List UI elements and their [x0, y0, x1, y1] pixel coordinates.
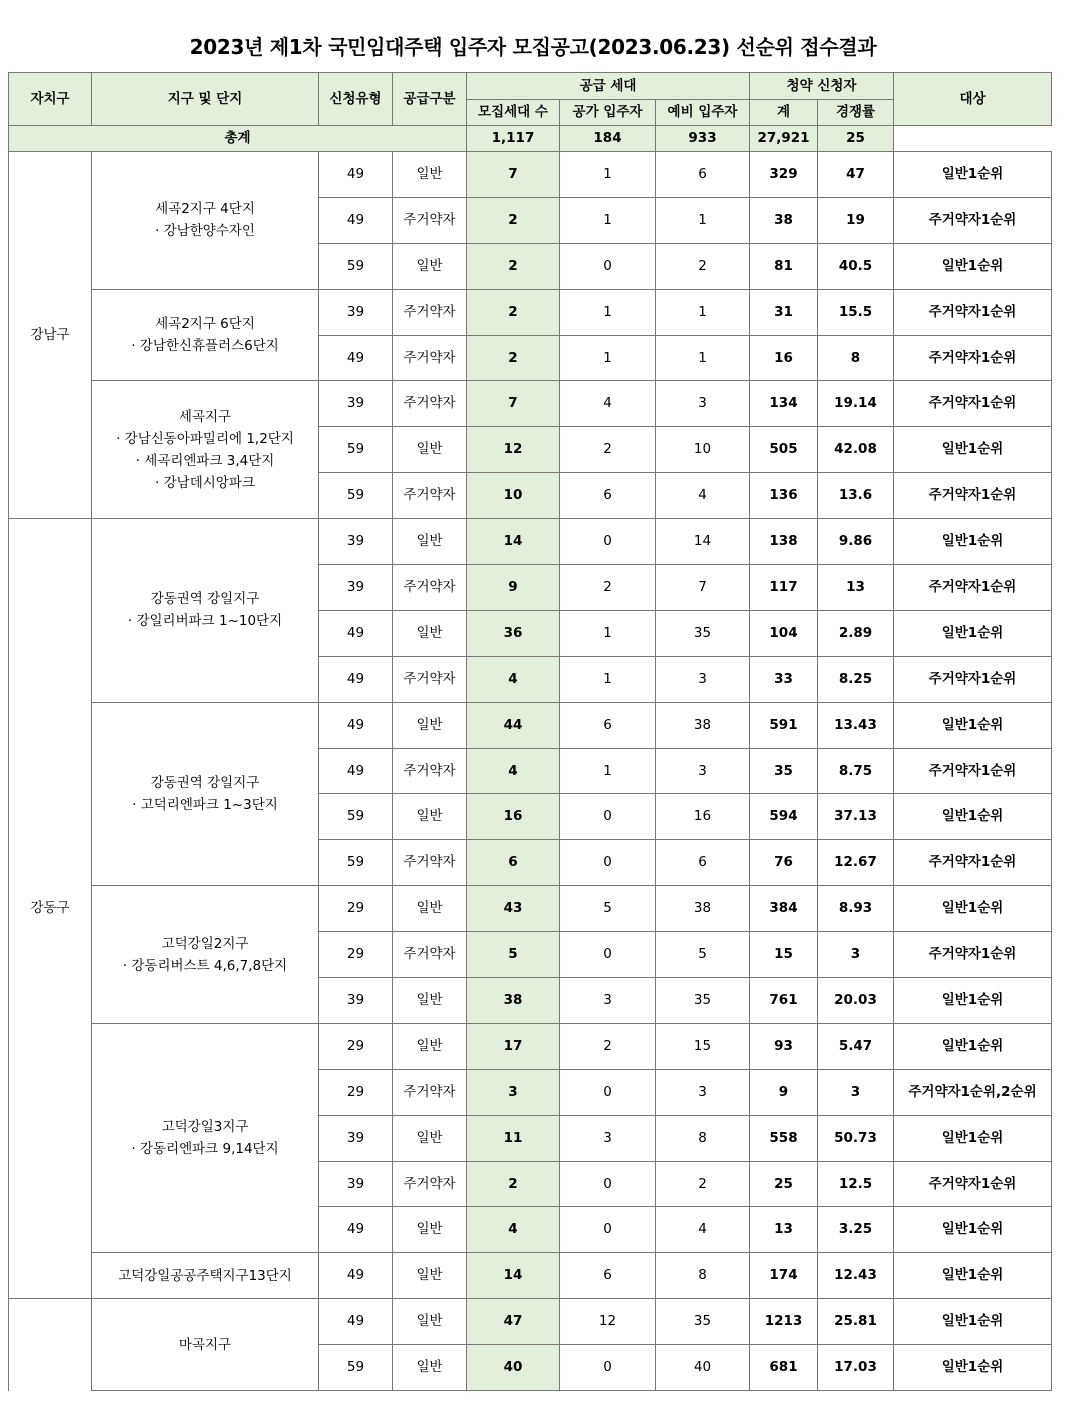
cell-target: 일반1순위: [894, 1253, 1052, 1299]
complex-line: · 강남한양수자인: [155, 223, 255, 240]
cell-reserve: 3: [656, 1069, 750, 1115]
cell-rate: 5.47: [818, 1023, 894, 1069]
cell-reserve: 3: [656, 748, 750, 794]
cell-rate: 13.43: [818, 702, 894, 748]
header-rate: 경쟁률: [818, 100, 894, 126]
cell-rate: 8.93: [818, 886, 894, 932]
cell-category: 주거약자: [393, 840, 467, 886]
page-title: 2023년 제1차 국민임대주택 입주자 모집공고(2023.06.23) 선순위 접수결과: [189, 35, 877, 59]
cell-rate: 12.67: [818, 840, 894, 886]
cell-vacant: 6: [560, 473, 656, 519]
cell-category: 일반: [393, 1253, 467, 1299]
cell-reserve: 35: [656, 978, 750, 1024]
cell-reserve: 38: [656, 886, 750, 932]
cell-target: 주거약자1순위: [894, 1161, 1052, 1207]
cell-reserve: 40: [656, 1345, 750, 1391]
cell-type: 49: [319, 197, 393, 243]
cell-type: 39: [319, 289, 393, 335]
cell-rate: 2.89: [818, 610, 894, 656]
cell-target: 주거약자1순위: [894, 197, 1052, 243]
header-applicants: 청약 신청자: [750, 73, 894, 100]
cell-category: 주거약자: [393, 197, 467, 243]
table-row: [9, 152, 1052, 198]
cell-target: 주거약자1순위: [894, 840, 1052, 886]
cell-reserve: 1: [656, 289, 750, 335]
cell-category: 일반: [393, 1115, 467, 1161]
cell-reserve: 8: [656, 1253, 750, 1299]
summary-rate: 25: [818, 126, 894, 152]
cell-rate: 3: [818, 932, 894, 978]
cell-target: 주거약자1순위: [894, 932, 1052, 978]
cell-recruit: 2: [467, 289, 560, 335]
cell-target: 주거약자1순위: [894, 381, 1052, 427]
header-vacant: 공가 입주자: [560, 100, 656, 126]
header-recruit: 모집세대 수: [467, 100, 560, 126]
cell-rate: 19: [818, 197, 894, 243]
cell-target: 주거약자1순위: [894, 335, 1052, 381]
complex-line: · 강남한신휴플러스6단지: [131, 338, 279, 355]
cell-recruit: 10: [467, 473, 560, 519]
cell-reserve: 8: [656, 1115, 750, 1161]
cell-total: 81: [750, 243, 818, 289]
cell-target: 일반1순위: [894, 1299, 1052, 1345]
cell-category: 주거약자: [393, 1161, 467, 1207]
cell-type: 39: [319, 978, 393, 1024]
cell-category: 주거약자: [393, 656, 467, 702]
complex-line: 강동권역 강일지구: [150, 591, 260, 608]
cell-type: 59: [319, 794, 393, 840]
cell-type: 49: [319, 702, 393, 748]
cell-recruit: 4: [467, 656, 560, 702]
complex-cell: [92, 702, 319, 886]
cell-type: 29: [319, 932, 393, 978]
complex-cell: [92, 886, 319, 1024]
cell-rate: 47: [818, 152, 894, 198]
cell-type: 49: [319, 656, 393, 702]
table-row: [9, 886, 1052, 932]
cell-type: 59: [319, 473, 393, 519]
cell-rate: 19.14: [818, 381, 894, 427]
cell-recruit: 47: [467, 1299, 560, 1345]
cell-target: 일반1순위: [894, 1207, 1052, 1253]
cell-vacant: 1: [560, 748, 656, 794]
cell-recruit: 12: [467, 427, 560, 473]
complex-line: 세곡2지구 6단지: [155, 316, 255, 333]
cell-total: 591: [750, 702, 818, 748]
cell-rate: 9.86: [818, 519, 894, 565]
cell-category: 일반: [393, 427, 467, 473]
cell-rate: 40.5: [818, 243, 894, 289]
cell-type: 49: [319, 1299, 393, 1345]
cell-vacant: 0: [560, 932, 656, 978]
cell-total: 104: [750, 610, 818, 656]
table-row: [9, 702, 1052, 748]
cell-type: 49: [319, 1207, 393, 1253]
cell-recruit: 40: [467, 1345, 560, 1391]
cell-category: 일반: [393, 978, 467, 1024]
complex-line: · 고덕리엔파크 1~3단지: [132, 796, 278, 813]
complex-line: 마곡지구: [178, 1336, 232, 1353]
cell-target: 일반1순위: [894, 886, 1052, 932]
cell-reserve: 7: [656, 565, 750, 611]
cell-rate: 20.03: [818, 978, 894, 1024]
cell-total: 1213: [750, 1299, 818, 1345]
cell-reserve: 2: [656, 243, 750, 289]
cell-vacant: 0: [560, 840, 656, 886]
cell-vacant: 0: [560, 243, 656, 289]
cell-total: 31: [750, 289, 818, 335]
cell-reserve: 3: [656, 381, 750, 427]
complex-line: 강동권역 강일지구: [150, 774, 260, 791]
cell-vacant: 0: [560, 1345, 656, 1391]
cell-category: 주거약자: [393, 381, 467, 427]
cell-reserve: 14: [656, 519, 750, 565]
complex-line: 고덕강일공공주택지구13단지: [118, 1267, 292, 1284]
table-row: [9, 1253, 1052, 1299]
cell-vacant: 1: [560, 656, 656, 702]
summary-reserve: 933: [656, 126, 750, 152]
cell-total: 33: [750, 656, 818, 702]
cell-category: 주거약자: [393, 932, 467, 978]
summary-recruit: 1,117: [467, 126, 560, 152]
district-cell: 강남구: [9, 152, 92, 519]
cell-reserve: 2: [656, 1161, 750, 1207]
cell-type: 39: [319, 565, 393, 611]
complex-line: · 강동리엔파크 9,14단지: [131, 1141, 279, 1158]
results-table: [8, 72, 1052, 1391]
cell-type: 59: [319, 243, 393, 289]
cell-rate: 3.25: [818, 1207, 894, 1253]
cell-rate: 42.08: [818, 427, 894, 473]
complex-cell: [92, 152, 319, 290]
cell-recruit: 7: [467, 152, 560, 198]
cell-recruit: 43: [467, 886, 560, 932]
cell-vacant: 1: [560, 289, 656, 335]
cell-recruit: 9: [467, 565, 560, 611]
table-row: [9, 381, 1052, 427]
cell-reserve: 3: [656, 656, 750, 702]
complex-cell: [92, 381, 319, 519]
cell-vacant: 1: [560, 610, 656, 656]
cell-total: 594: [750, 794, 818, 840]
cell-reserve: 38: [656, 702, 750, 748]
cell-recruit: 11: [467, 1115, 560, 1161]
header-total: 계: [750, 100, 818, 126]
cell-type: 59: [319, 427, 393, 473]
table-row: [9, 1023, 1052, 1069]
cell-target: 일반1순위: [894, 1115, 1052, 1161]
cell-vacant: 6: [560, 1253, 656, 1299]
cell-vacant: 2: [560, 427, 656, 473]
cell-type: 49: [319, 610, 393, 656]
cell-target: 일반1순위: [894, 702, 1052, 748]
cell-vacant: 2: [560, 565, 656, 611]
cell-recruit: 6: [467, 840, 560, 886]
cell-reserve: 4: [656, 1207, 750, 1253]
complex-cell: [92, 519, 319, 703]
cell-rate: 15.5: [818, 289, 894, 335]
cell-total: 25: [750, 1161, 818, 1207]
cell-total: 16: [750, 335, 818, 381]
cell-category: 일반: [393, 1023, 467, 1069]
cell-reserve: 1: [656, 197, 750, 243]
cell-total: 558: [750, 1115, 818, 1161]
cell-total: 15: [750, 932, 818, 978]
cell-reserve: 15: [656, 1023, 750, 1069]
table-row: [9, 289, 1052, 335]
cell-category: 일반: [393, 794, 467, 840]
cell-recruit: 2: [467, 243, 560, 289]
summary-row: [9, 126, 1052, 152]
cell-category: 주거약자: [393, 473, 467, 519]
cell-target: 주거약자1순위,2순위: [894, 1069, 1052, 1115]
cell-target: 일반1순위: [894, 1023, 1052, 1069]
cell-type: 29: [319, 1069, 393, 1115]
cell-vacant: 2: [560, 1023, 656, 1069]
cell-type: 39: [319, 519, 393, 565]
summary-label: 총계: [9, 126, 467, 152]
header-supply: 공급 세대: [467, 73, 750, 100]
cell-category: 일반: [393, 152, 467, 198]
cell-target: 주거약자1순위: [894, 289, 1052, 335]
cell-target: 주거약자1순위: [894, 565, 1052, 611]
cell-category: 일반: [393, 702, 467, 748]
cell-reserve: 5: [656, 932, 750, 978]
cell-rate: 12.43: [818, 1253, 894, 1299]
cell-vacant: 5: [560, 886, 656, 932]
cell-vacant: 3: [560, 978, 656, 1024]
cell-type: 29: [319, 886, 393, 932]
cell-vacant: 1: [560, 335, 656, 381]
cell-rate: 50.73: [818, 1115, 894, 1161]
cell-vacant: 0: [560, 1161, 656, 1207]
cell-recruit: 7: [467, 381, 560, 427]
cell-category: 일반: [393, 519, 467, 565]
cell-category: 일반: [393, 1207, 467, 1253]
cell-total: 76: [750, 840, 818, 886]
cell-reserve: 10: [656, 427, 750, 473]
cell-total: 384: [750, 886, 818, 932]
cell-vacant: 0: [560, 1069, 656, 1115]
complex-line: 고덕강일3지구: [161, 1119, 249, 1136]
cell-rate: 25.81: [818, 1299, 894, 1345]
complex-line: 세곡지구: [178, 408, 232, 425]
cell-category: 주거약자: [393, 335, 467, 381]
cell-category: 일반: [393, 1299, 467, 1345]
header-category: 공급구분: [393, 73, 467, 126]
cell-recruit: 5: [467, 932, 560, 978]
cell-rate: 3: [818, 1069, 894, 1115]
cell-vacant: 1: [560, 152, 656, 198]
cell-type: 49: [319, 335, 393, 381]
district-cell: [9, 1299, 92, 1391]
cell-type: 49: [319, 152, 393, 198]
district-cell: 강동구: [9, 519, 92, 1299]
cell-type: 39: [319, 1161, 393, 1207]
cell-total: 38: [750, 197, 818, 243]
cell-recruit: 2: [467, 1161, 560, 1207]
cell-target: 일반1순위: [894, 1345, 1052, 1391]
cell-reserve: 35: [656, 1299, 750, 1345]
complex-line: · 강동리버스트 4,6,7,8단지: [122, 957, 288, 974]
cell-category: 주거약자: [393, 289, 467, 335]
cell-category: 일반: [393, 1345, 467, 1391]
cell-rate: 37.13: [818, 794, 894, 840]
cell-recruit: 2: [467, 197, 560, 243]
cell-recruit: 2: [467, 335, 560, 381]
cell-total: 117: [750, 565, 818, 611]
complex-line: · 강남데시앙파크: [155, 474, 255, 491]
complex-cell: [92, 289, 319, 381]
cell-vacant: 12: [560, 1299, 656, 1345]
cell-total: 681: [750, 1345, 818, 1391]
cell-vacant: 0: [560, 794, 656, 840]
cell-total: 93: [750, 1023, 818, 1069]
cell-category: 주거약자: [393, 748, 467, 794]
cell-type: 59: [319, 840, 393, 886]
cell-target: 일반1순위: [894, 978, 1052, 1024]
cell-target: 일반1순위: [894, 243, 1052, 289]
cell-target: 일반1순위: [894, 427, 1052, 473]
complex-cell: [92, 1023, 319, 1252]
cell-vacant: 1: [560, 197, 656, 243]
summary-vacant: 184: [560, 126, 656, 152]
cell-reserve: 1: [656, 335, 750, 381]
cell-recruit: 38: [467, 978, 560, 1024]
cell-rate: 13: [818, 565, 894, 611]
cell-recruit: 14: [467, 519, 560, 565]
cell-reserve: 6: [656, 152, 750, 198]
cell-total: 134: [750, 381, 818, 427]
header-complex: 지구 및 단지: [92, 73, 319, 126]
cell-type: 59: [319, 1345, 393, 1391]
cell-total: 329: [750, 152, 818, 198]
cell-reserve: 16: [656, 794, 750, 840]
cell-vacant: 3: [560, 1115, 656, 1161]
cell-rate: 17.03: [818, 1345, 894, 1391]
header-target: 대상: [894, 73, 1052, 126]
cell-type: 39: [319, 1115, 393, 1161]
cell-total: 136: [750, 473, 818, 519]
cell-target: 일반1순위: [894, 519, 1052, 565]
cell-target: 주거약자1순위: [894, 748, 1052, 794]
cell-recruit: 44: [467, 702, 560, 748]
cell-type: 49: [319, 1253, 393, 1299]
complex-line: · 강일리버파크 1~10단지: [127, 613, 283, 630]
complex-line: 고덕강일2지구: [161, 935, 249, 952]
cell-total: 9: [750, 1069, 818, 1115]
cell-target: 주거약자1순위: [894, 473, 1052, 519]
cell-reserve: 4: [656, 473, 750, 519]
cell-reserve: 6: [656, 840, 750, 886]
cell-type: 39: [319, 381, 393, 427]
complex-line: 세곡2지구 4단지: [155, 201, 255, 218]
cell-rate: 8.75: [818, 748, 894, 794]
cell-category: 일반: [393, 243, 467, 289]
cell-vacant: 4: [560, 381, 656, 427]
cell-total: 138: [750, 519, 818, 565]
complex-cell: [92, 1253, 319, 1299]
cell-rate: 12.5: [818, 1161, 894, 1207]
cell-type: 29: [319, 1023, 393, 1069]
complex-line: · 강남신동아파밀리에 1,2단지: [116, 430, 294, 447]
cell-recruit: 16: [467, 794, 560, 840]
summary-total: 27,921: [750, 126, 818, 152]
cell-reserve: 35: [656, 610, 750, 656]
cell-recruit: 3: [467, 1069, 560, 1115]
cell-vacant: 0: [560, 1207, 656, 1253]
cell-rate: 13.6: [818, 473, 894, 519]
header-reserve: 예비 입주자: [656, 100, 750, 126]
cell-total: 174: [750, 1253, 818, 1299]
table-row: [9, 1299, 1052, 1345]
cell-target: 일반1순위: [894, 152, 1052, 198]
cell-vacant: 6: [560, 702, 656, 748]
header-type: 신청유형: [319, 73, 393, 126]
cell-category: 주거약자: [393, 565, 467, 611]
cell-rate: 8: [818, 335, 894, 381]
cell-recruit: 4: [467, 748, 560, 794]
cell-target: 주거약자1순위: [894, 656, 1052, 702]
cell-total: 13: [750, 1207, 818, 1253]
cell-recruit: 4: [467, 1207, 560, 1253]
cell-recruit: 14: [467, 1253, 560, 1299]
cell-target: 일반1순위: [894, 610, 1052, 656]
header-district: 자치구: [9, 73, 92, 126]
complex-cell: [92, 1299, 319, 1391]
cell-target: 일반1순위: [894, 794, 1052, 840]
cell-type: 49: [319, 748, 393, 794]
complex-line: · 세곡리엔파크 3,4단지: [135, 452, 275, 469]
cell-recruit: 36: [467, 610, 560, 656]
cell-category: 일반: [393, 886, 467, 932]
cell-category: 주거약자: [393, 1069, 467, 1115]
table-row: [9, 519, 1052, 565]
cell-total: 761: [750, 978, 818, 1024]
cell-total: 505: [750, 427, 818, 473]
cell-category: 일반: [393, 610, 467, 656]
cell-recruit: 17: [467, 1023, 560, 1069]
cell-total: 35: [750, 748, 818, 794]
cell-rate: 8.25: [818, 656, 894, 702]
cell-vacant: 0: [560, 519, 656, 565]
